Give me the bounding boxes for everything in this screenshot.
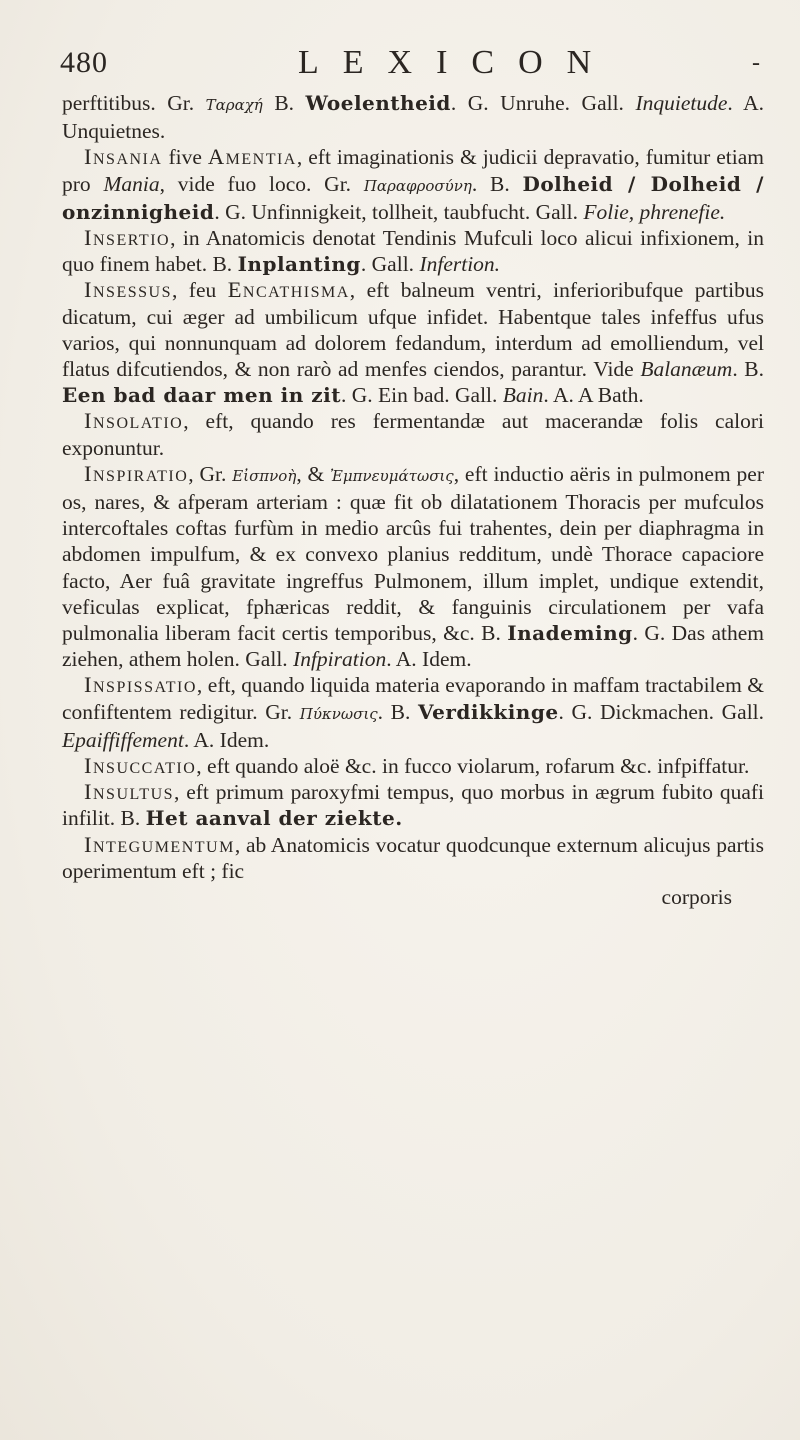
entry-insania: Insania five Amentia, eft imaginationis & judicii depravatio, fumitur etiam pro Mania, vide fuo loco. Gr. Παραφροσύνη. B. Dolheid / Dolheid / onzinnigheid. G. Unfinnigkeit, tollheit, taubfucht. Gall. Folie, phrenefie. <box>62 144 764 224</box>
headword: Inspissatio <box>84 672 197 698</box>
headword: Integumentum <box>84 831 235 857</box>
entry-insultus: Insultus, eft primum paroxyfmi tempus, quo morbus in ægrum fubito quafi infilit. B. Het aanval der ziekte. <box>62 779 764 831</box>
entry-insolatio: Insolatio, eft, quando res fermentandæ aut macerandæ folis calori exponuntur. <box>62 408 764 460</box>
headword: Insolatio <box>84 408 184 434</box>
headword: Insessus <box>84 277 172 303</box>
entry-insuccatio: Insuccatio, eft quando aloë &c. in fucco violarum, rofarum &c. infpiffatur. <box>84 753 750 779</box>
headword: Insuccatio <box>84 753 197 779</box>
entry-continuation: perftitibus. Gr. Ταραχή B. Woelentheid. G. Unruhe. Gall. Inquietude. A. Unquietnes. <box>62 91 765 144</box>
page-header <box>60 44 760 84</box>
headword: Insultus <box>84 779 175 805</box>
entry-insessus: Insessus, feu Encathisma, eft balneum ventri, inferioribufque partibus dicatum, cui æger ad umbilicum ufque infidet. Habentque tales infeffus ufus varios, qui nonnunquam ad dolorem fedandum, interdum ad emolliendum, vel flatus difcutiendos, & non rarò ad menfes ciendos, parantur. Vide Balanæum. B. Een bad daar men in zit. G. Ein bad. Gall. Bain. A. A Bath. <box>62 277 764 408</box>
header-mark: - <box>752 50 760 76</box>
entry-inspissatio: Inspissatio, eft, quando liquida materia evaporando in maffam tractabilem & confiftentem redigitur. Gr. Πύκνωσις. B. Verdikkinge. G. Dickmachen. Gall. Epaiffiffement. A. Idem. <box>62 672 765 752</box>
lexicon-text <box>62 90 764 910</box>
headword: Inspiratio <box>84 460 189 486</box>
entry-insertio: Insertio, in Anatomicis denotat Tendinis Mufculi loco alicui infixionem, in quo finem habet. B. Inplanting. Gall. Infertion. <box>62 225 764 277</box>
page-number: 480 <box>60 46 108 79</box>
catchword: corporis <box>661 885 732 910</box>
running-title: LEXICON <box>298 44 616 81</box>
entry-integumentum: Integumentum, ab Anatomicis vocatur quodcunque externum alicujus partis operimentum eft ; fic <box>62 831 764 883</box>
entry-inspiratio: Inspiratio, Gr. Εἰσπνοὴ, & Ἐμπνευμάτωσις, eft inductio aëris in pulmonem per os, nares, & afperam arteriam : quæ fit ob dilatationem Thoracis per mufculos intercoftales coftas furfùm in medio arcûs fui trahentes, dein per diaphragma in abdomen impulfum, & ex convexo planius redditum, undè Thorace capaciore facto, Aer fuâ gravitate ingreffus Pulmonem, illum implet, undique extendit, veficulas explicat, fphæricas reddit, & fanguinis circulationem per vafa pulmonalia liberam facit certis temporibus, &c. B. Inademing. G. Das athem ziehen, athem holen. Gall. Infpiration. A. Idem. <box>62 460 764 672</box>
headword: Insania <box>84 144 163 170</box>
headword: Insertio <box>84 225 171 251</box>
